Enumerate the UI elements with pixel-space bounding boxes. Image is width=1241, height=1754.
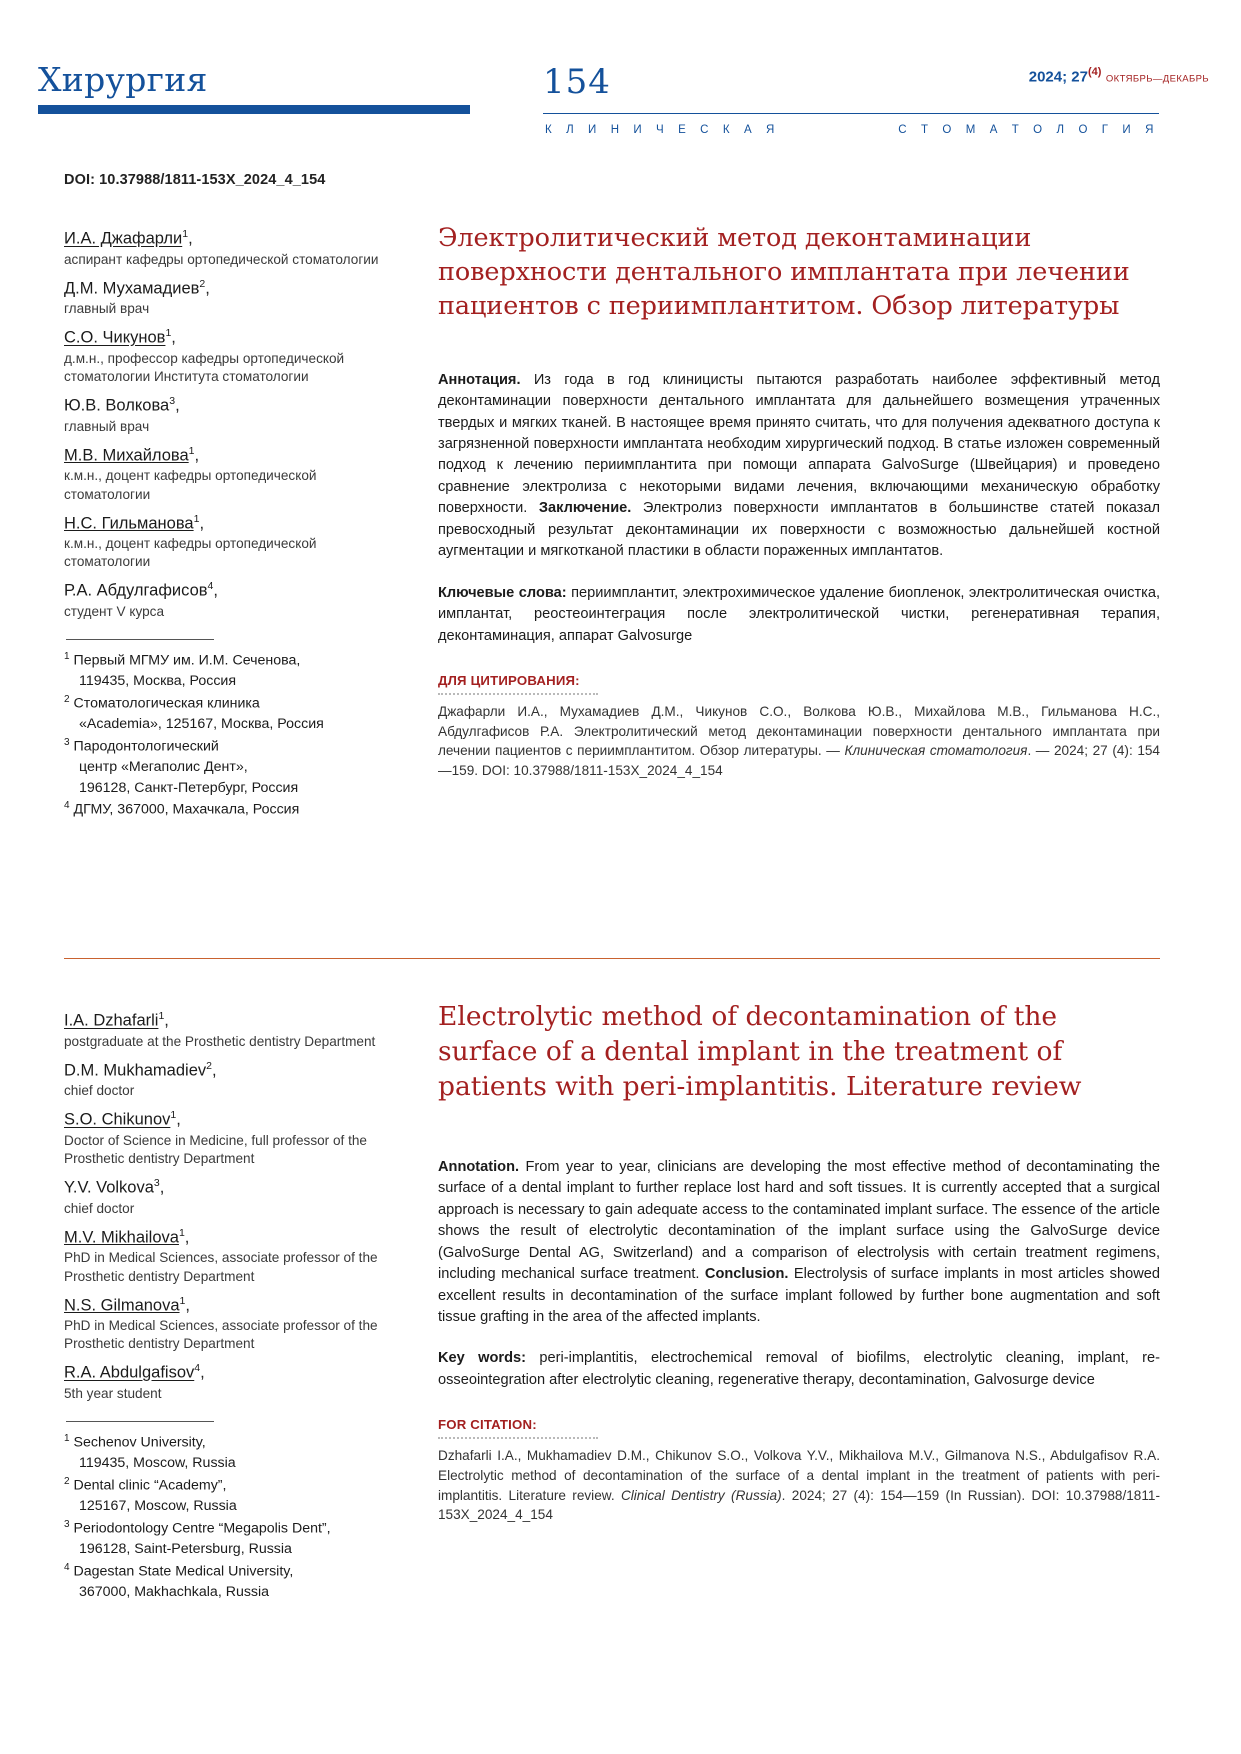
affiliation-line: Пародонтологический (73, 738, 219, 755)
author-affil-ref: 3 (153, 1177, 160, 1190)
affiliation-line: 119435, Moscow, Russia (79, 1455, 236, 1472)
author-entry: N.S. Gilmanova$^1$, (64, 1294, 190, 1315)
abstract-label: Annotation. (438, 1158, 520, 1175)
affiliation-line: Dental clinic “Academy”, (73, 1477, 227, 1494)
author-name: Н.С. Гильманова (64, 514, 194, 533)
keywords-label: Ключевые слова: (438, 584, 567, 601)
affiliation-index: 4 (64, 1561, 70, 1573)
affiliation-index: 2 (64, 693, 70, 705)
affiliation-item (64, 1475, 394, 1517)
author-affil-ref: 2 (206, 1059, 212, 1072)
journal-name (545, 124, 1159, 136)
author-role: Doctor of Science in Medicine, full professor of the Prosthetic dentistry Department (64, 1132, 367, 1167)
affiliation-divider (66, 1421, 214, 1422)
author-name: Y.V. Volkova (64, 1178, 154, 1197)
keywords-ru (438, 583, 1160, 647)
affiliation-line: 125167, Moscow, Russia (79, 1498, 237, 1515)
author-affil-ref: 3 (169, 395, 176, 408)
article-block-en (438, 1000, 1160, 1525)
abstract-en (438, 1157, 1160, 1329)
author-role: chief doctor (64, 1083, 135, 1099)
author-role: к.м.н., доцент кафедры ортопедической стоматологии (64, 536, 317, 570)
author-role: 5th year student (64, 1385, 162, 1401)
author-name: S.O. Chikunov (64, 1110, 171, 1129)
affiliation-item (64, 1561, 394, 1603)
author-name: И.А. Джафарли (64, 229, 183, 248)
author-role: студент V курса (64, 603, 165, 619)
author-affil-ref: 1 (170, 1109, 177, 1122)
article-block-ru (438, 222, 1160, 781)
keywords-text: peri-implantitis, electrochemical removal of biofilms, electrolytic cleaning, implant, re-osseointegration after electrolytic cleaning, regenerative therapy, decontamination, Galvosurge device (438, 1350, 1160, 1388)
author-entry: Р.А. Абдулгафисов$^4$, (64, 580, 218, 600)
author-affil-ref: 2 (199, 277, 206, 290)
author-entry: М.В. Михайлова$^1$, (64, 444, 200, 465)
citation-tail: . 2024; 27 (4): 154—159 (In Russian). DOI: 10.37988/1811-153X_2024_4_154 (438, 1487, 1161, 1523)
affiliation-item (64, 736, 394, 799)
affiliation-line: Первый МГМУ им. И.М. Сеченова, (73, 652, 301, 669)
issue-months: ОКТЯБРЬ—ДЕКАБРЬ (1105, 73, 1209, 85)
citation-title: Electrolytic method of decontamination of the surface of a dental implant in the treatment of patients with peri-implantitis. Literature review. (438, 1467, 1160, 1503)
affiliation-line: Periodontology Centre “Megapolis Dent”, (73, 1520, 331, 1537)
author-entry: Д.М. Мухамадиев$^2$, (64, 277, 210, 298)
keywords-text: периимплантит, электрохимическое удаление биопленок, электролитическая очистка, имплантат, реостеоинтеграция после электролитической чистки, регенеративная терапия, деконтаминация, аппарат Galvosurge (438, 584, 1160, 644)
affiliation-item (64, 1518, 394, 1560)
citation-journal: Клиническая стоматология (844, 743, 1028, 759)
author-entry: Y.V. Volkova$^3$, (64, 1177, 165, 1197)
affiliation-line: Sechenov University, (73, 1434, 206, 1451)
author-name: Р.А. Абдулгафисов (64, 581, 208, 600)
citation-authors: Dzhafarli I.A., Mukhamadiev D.M., Chikunov S.O., Volkova Y.V., Mikhailova M.V., Gilmanova N.S., Abdulgafisov R.A. (438, 1448, 1160, 1464)
header-thin-rule (543, 113, 1159, 114)
conclusion-label: Заключение. (538, 500, 632, 517)
issue-info (1029, 66, 1209, 86)
author-role: главный врач (64, 301, 150, 317)
affiliation-line: 196128, Saint-Petersburg, Russia (79, 1541, 292, 1558)
citation-ru (438, 702, 1160, 781)
page-number: 154 (543, 62, 611, 102)
author-entry: Ю.В. Волкова$^3$, (64, 395, 180, 415)
affiliation-index: 4 (64, 800, 70, 812)
author-affil-ref: 1 (165, 327, 172, 340)
citation-heading-ru: ДЛЯ ЦИТИРОВАНИЯ: (438, 672, 580, 688)
author-entry: D.M. Mukhamadiev$^2$, (64, 1059, 217, 1080)
author-affil-ref: 1 (182, 228, 189, 240)
conclusion-label: Conclusion. (704, 1266, 789, 1283)
author-name: М.В. Михайлова (64, 446, 189, 465)
language-section-divider (64, 958, 1160, 959)
author-affil-ref: 1 (178, 1226, 185, 1239)
affiliation-index: 3 (64, 1518, 70, 1530)
author-name: Ю.В. Волкова (64, 396, 170, 415)
author-affil-ref: 1 (193, 512, 200, 525)
affiliations-list-en (64, 1432, 394, 1603)
affiliation-line: «Academia», 125167, Москва, Россия (79, 716, 324, 733)
author-role: chief doctor (64, 1200, 135, 1216)
citation-authors: Джафарли И.А., Мухамадиев Д.М., Чикунов С.О., Волкова Ю.В., Михайлова М.В., Гильманова Н.С., Абдулгафисов Р.А. (438, 703, 1160, 739)
author-entry: S.O. Chikunov$^1$, (64, 1109, 181, 1129)
abstract-ru (438, 370, 1160, 563)
affiliation-index: 3 (64, 736, 70, 748)
author-role: главный врач (64, 418, 150, 434)
article-title-en: Electrolytic method of decontamination of the surface of a dental implant in the treatment of patients with peri-implantitis. Literature review (438, 1001, 1082, 1102)
abstract-text-part2: Электролиз поверхности имплантатов в большинстве статей показал превосходный результат деконтаминации их поверхности с возможностью дальнейшей костной аугментации и мягкотканой пластики в области пораженных имплантатов. (438, 500, 1160, 560)
author-entry: R.A. Abdulgafisov$^4$, (64, 1362, 205, 1382)
abstract-text-part1: From year to year, clinicians are developing the most effective method of decontaminating the surface of a dental implant to further replace lost hard and soft tissues. It is currently accepted that a surgical approach is necessary to gain adequate access to the contaminated implant surface. The essence of the article shows the result of electrolytic decontamination of the implant surface using the GalvoSurge device (GalvoSurge Dental AG, Switzerland) and a comparison of electrolysis with certain treatment regimens, including mechanical surface treatment. (438, 1158, 1160, 1283)
citation-en (438, 1446, 1160, 1525)
author-affil-ref: 1 (179, 1294, 186, 1307)
citation-dotted-rule (438, 1437, 598, 1439)
author-name: N.S. Gilmanova (64, 1296, 180, 1315)
author-name: M.V. Mikhailova (64, 1228, 179, 1247)
citation-tail: . — 2024; 27 (4): 154—159. DOI: 10.37988/1811-153X_2024_4_154 (438, 743, 1160, 779)
author-entry: M.V. Mikhailova$^1$, (64, 1226, 190, 1247)
author-name: I.A. Dzhafarli (64, 1011, 159, 1030)
abstract-text-part1: Из года в год клиницисты пытаются разработать наиболее эффективный метод деконтаминации поверхности дентального имплантата для дальнейшего возмещения утраченных твердых и мягких тканей. В настоящее время принято считать, что для получения адекватного доступа к загрязненной поверхности имплантата необходим хирургический подход. В статье изложен современный подход к лечению периимплантита при помощи аппарата GalvoSurge (Швейцария) и проведено сравнение электролиза с некоторыми видами лечения, включающими механическую обработку поверхности. (438, 371, 1160, 517)
author-affil-ref: 1 (188, 444, 195, 457)
author-role: д.м.н., профессор кафедры ортопедической стоматологии Института стоматологии (64, 350, 345, 385)
affiliation-divider (66, 639, 214, 640)
citation-heading-en: FOR CITATION: (438, 1417, 537, 1433)
affiliation-line: центр «Мегаполис Дент», (79, 759, 248, 776)
keywords-label: Key words: (438, 1350, 527, 1367)
affiliation-index: 2 (64, 1475, 70, 1487)
citation-journal: Clinical Dentistry (Russia) (620, 1487, 782, 1503)
citation-dotted-rule (438, 693, 598, 695)
author-role: postgraduate at the Prosthetic dentistry Department (64, 1033, 376, 1049)
abstract-text-part2: Electrolysis of surface implants in most articles showed excellent results in decontamination of the surface implant followed by further bone augmentation and soft tissue grafting in the area of the affected implants. (438, 1266, 1160, 1325)
affiliation-line: 119435, Москва, Россия (79, 673, 237, 690)
author-role: к.м.н., доцент кафедры ортопедической стоматологии (64, 468, 317, 502)
author-entry: I.A. Dzhafarli$^1$, (64, 1010, 169, 1030)
affiliation-line: 196128, Санкт-Петербург, Россия (79, 779, 299, 796)
doi-line: DOI: 10.37988/1811-153X_2024_4_154 (64, 172, 326, 188)
author-name: С.О. Чикунов (64, 328, 166, 347)
author-name: D.M. Mukhamadiev (64, 1061, 207, 1080)
header-blue-rule (38, 105, 470, 114)
author-affil-ref: 1 (158, 1010, 165, 1022)
author-role: PhD in Medical Sciences, associate professor of the Prosthetic dentistry Department (64, 1318, 378, 1352)
affiliation-item (64, 693, 394, 735)
affiliation-index: 1 (64, 1433, 70, 1445)
affiliation-line: Стоматологическая клиника (73, 695, 260, 712)
journal-name-right: С Т О М А Т О Л О Г И Я (898, 124, 1159, 136)
affiliations-list-ru (64, 650, 394, 821)
affiliation-index: 1 (64, 651, 70, 663)
authors-block-ru (64, 228, 394, 822)
section-title: Хирургия (38, 60, 208, 99)
author-role: PhD in Medical Sciences, associate professor of the Prosthetic dentistry Department (64, 1250, 378, 1284)
article-title-ru: Электролитический метод деконтаминации поверхности дентального имплантата при лечении пациентов с периимплантитом. Обзор литературы (438, 223, 1130, 321)
affiliation-line: 367000, Makhachkala, Russia (79, 1584, 270, 1601)
author-affil-ref: 4 (207, 580, 214, 593)
affiliation-line: Dagestan State Medical University, (73, 1563, 294, 1580)
author-entry: С.О. Чикунов$^1$, (64, 327, 176, 347)
affiliation-item (64, 650, 394, 692)
journal-name-left: К Л И Н И Ч Е С К А Я (545, 124, 780, 136)
author-affil-ref: 4 (194, 1362, 201, 1375)
affiliation-line: ДГМУ, 367000, Махачкала, Россия (73, 802, 300, 819)
author-name: R.A. Abdulgafisov (64, 1363, 195, 1382)
author-entry: Н.С. Гильманова$^1$, (64, 512, 205, 533)
citation-title: Электролитический метод деконтаминации поверхности дентального имплантата при лечении пациентов с периимплантитом. Обзор литературы. — (438, 723, 1160, 759)
abstract-label: Аннотация. (438, 371, 521, 388)
affiliation-item (64, 799, 394, 820)
issue-year-volume: 2024; 27 (1028, 68, 1088, 86)
issue-number: (4) (1087, 66, 1102, 78)
authors-block-en (64, 1010, 394, 1604)
keywords-en (438, 1348, 1160, 1391)
author-role: аспирант кафедры ортопедической стоматологии (64, 251, 379, 267)
author-name: Д.М. Мухамадиев (64, 279, 200, 298)
author-entry: И.А. Джафарли$^1$, (64, 228, 193, 248)
affiliation-item (64, 1432, 394, 1474)
